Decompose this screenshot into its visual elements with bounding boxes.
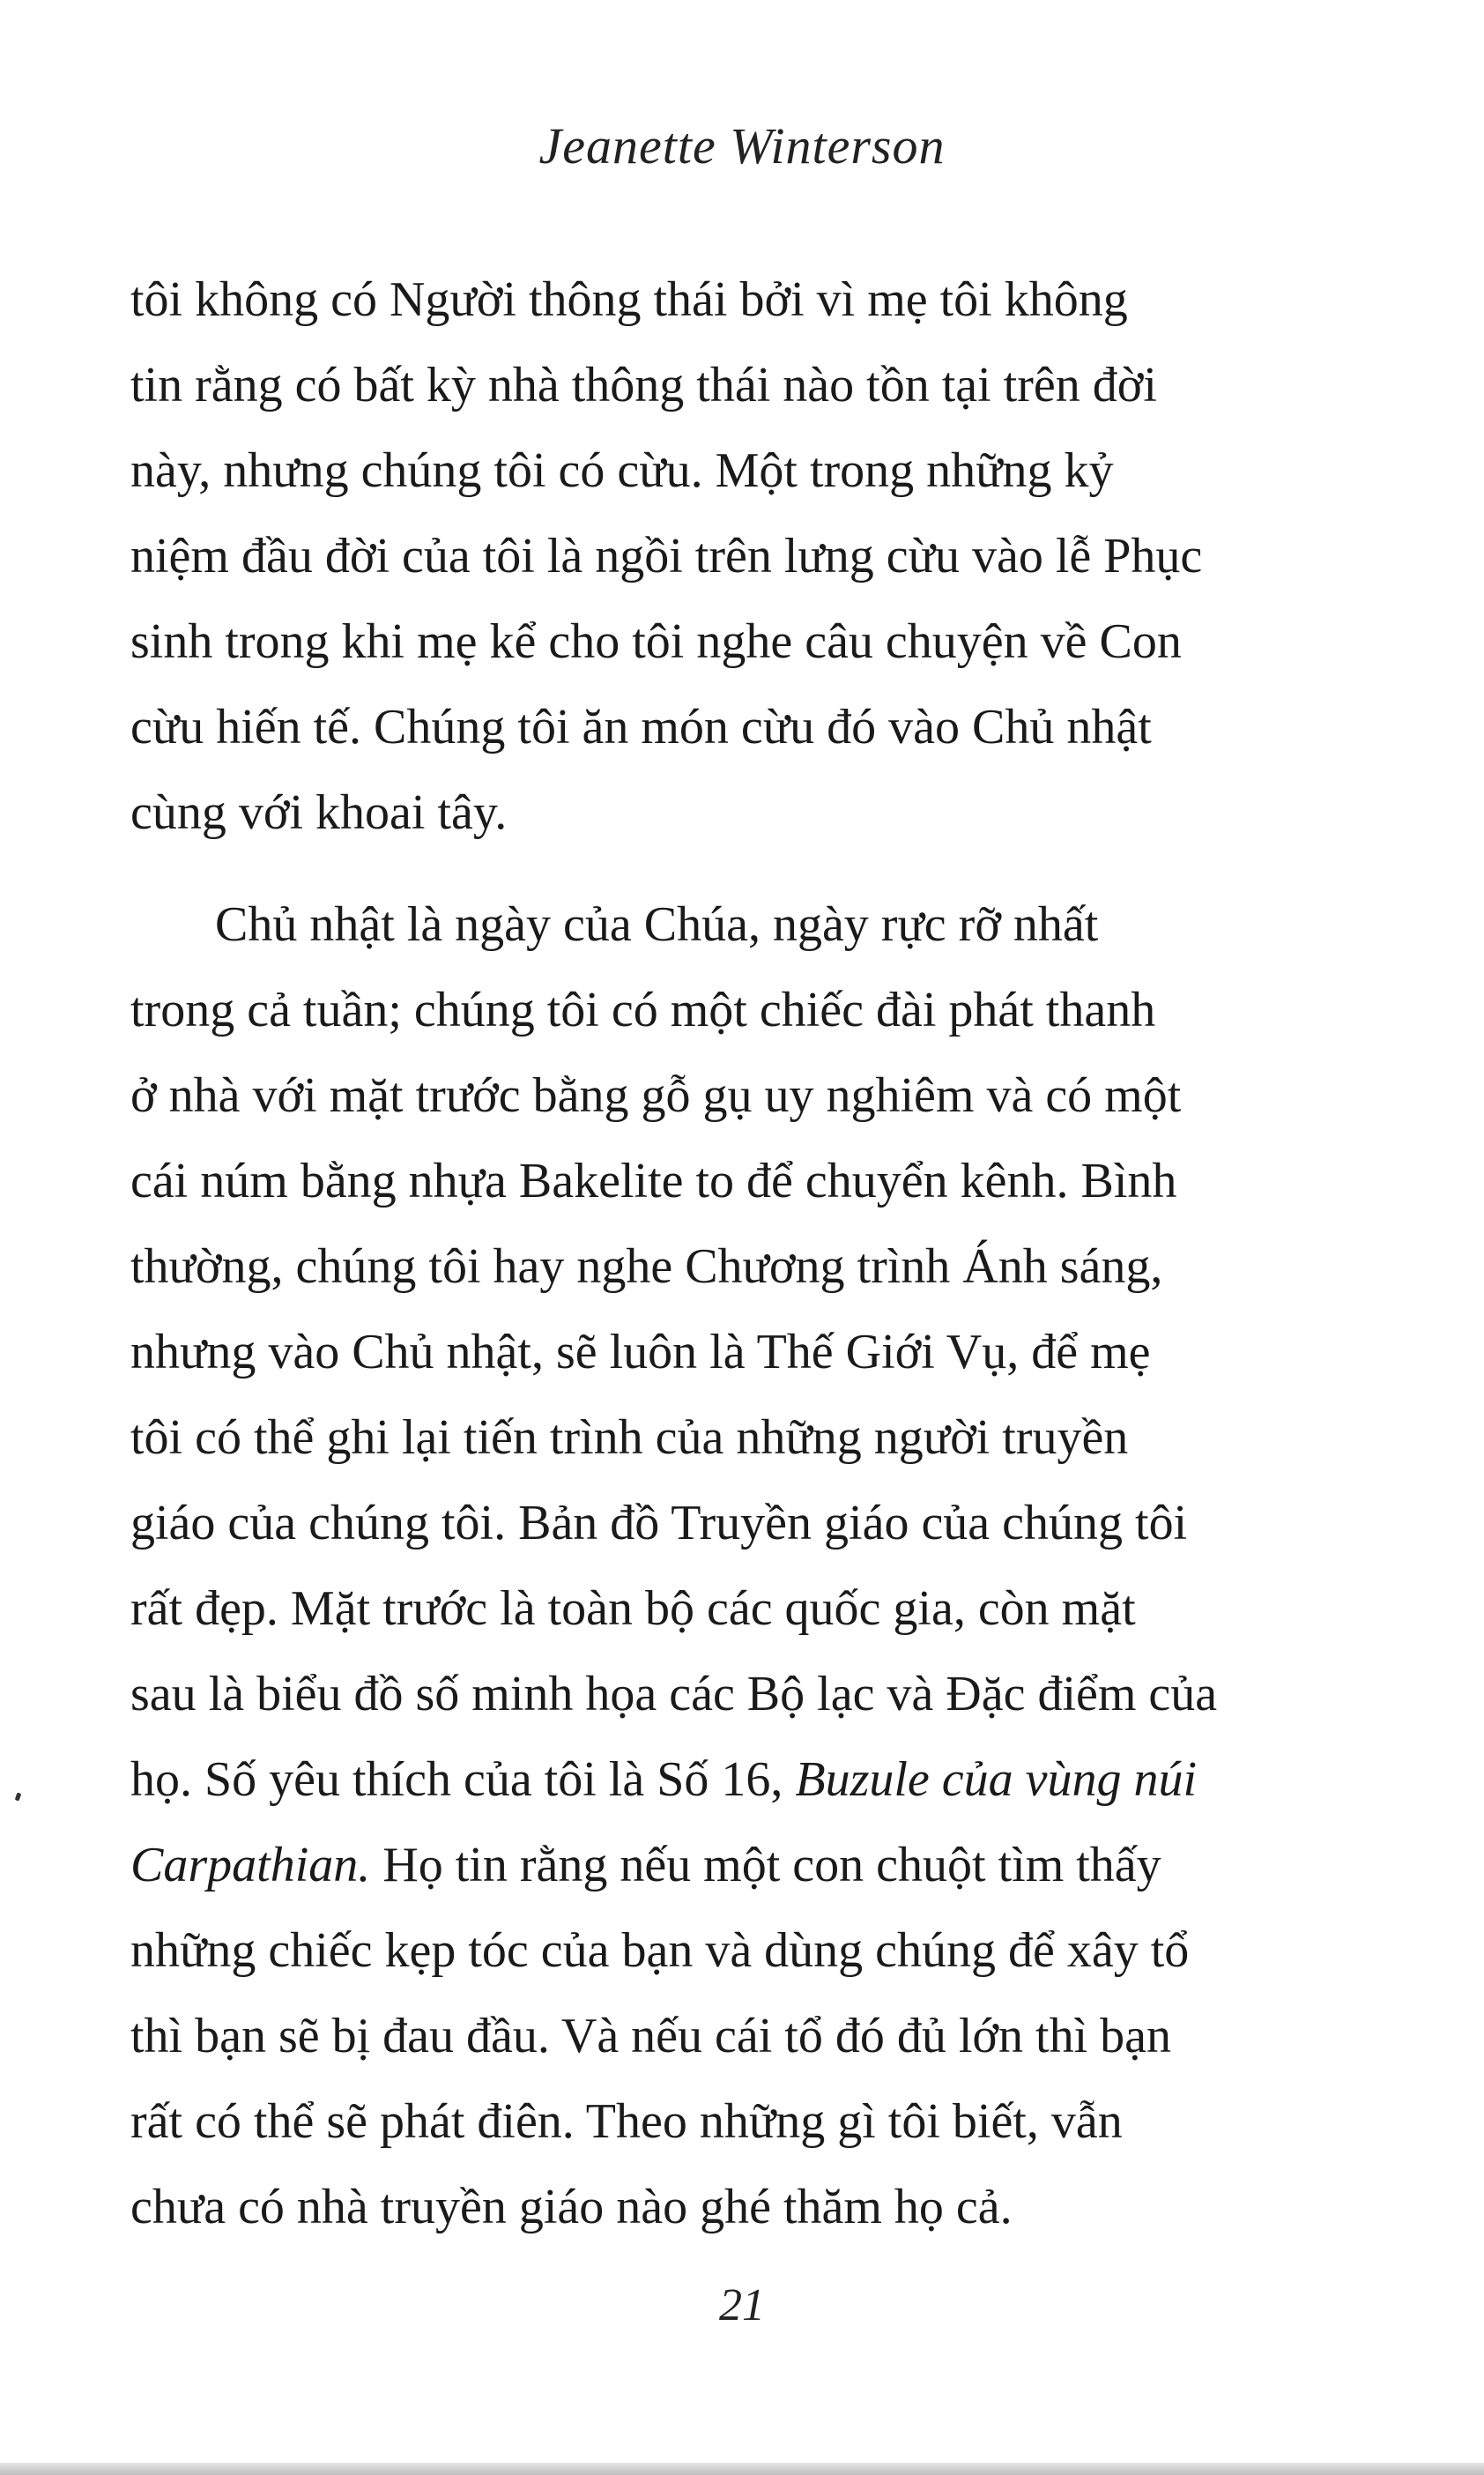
text-fragment: Họ tin rằng nếu một con chuột tìm thấy [370,1838,1161,1892]
text-line-first-indented: Chủ nhật là ngày của Chúa, ngày rực rỡ nhất [215,897,1099,952]
text-line: nhưng vào Chủ nhật, sẽ luôn là Thế Giới Vụ, để mẹ [130,1325,1151,1379]
text-line: thì bạn sẽ bị đau đầu. Và nếu cái tổ đó đủ lớn thì bạn [130,2009,1172,2063]
text-line: tin rằng có bất kỳ nhà thông thái nào tồn tại trên đời [130,358,1157,412]
text-line: trong cả tuần; chúng tôi có một chiếc đài phát thanh [130,983,1156,1037]
text-line: rất có thể sẽ phát điên. Theo những gì tôi biết, vẫn [130,2094,1123,2149]
text-line: giáo của chúng tôi. Bản đồ Truyền giáo của chúng tôi [130,1496,1188,1550]
text-line-mixed [130,1823,1302,1908]
text-line: sinh trong khi mẹ kể cho tôi nghe câu chuyện về Con [130,614,1182,669]
text-line: cừu hiến tế. Chúng tôi ăn món cừu đó vào Chủ nhật [130,700,1152,754]
text-fragment: họ. Số yêu thích của tôi là Số 16, [130,1752,796,1807]
paragraph-2 [130,882,1302,2250]
italic-title-fragment: Buzule của vùng núi [795,1752,1198,1807]
text-line: chưa có nhà truyền giáo nào ghé thăm họ cả. [130,2180,1013,2234]
text-line: rất đẹp. Mặt trước là toàn bộ các quốc gia, còn mặt [130,1581,1136,1636]
text-line: niệm đầu đời của tôi là ngồi trên lưng cừu vào lễ Phục [130,529,1203,583]
paragraph-1 [130,257,1302,856]
text-line: tôi có thể ghi lại tiến trình của những người truyền [130,1410,1129,1465]
text-line: sau là biểu đồ số minh họa các Bộ lạc và Đặc điểm của [130,1667,1218,1721]
text-line-mixed [130,1737,1302,1823]
running-header-author: Jeanette Winterson [538,117,946,175]
body-text [130,257,1302,2250]
scan-speck [15,1792,22,1801]
text-line: thường, chúng tôi hay nghe Chương trình Ánh sáng, [130,1239,1163,1294]
text-line: cùng với khoai tây. [130,785,508,840]
text-line: những chiếc kẹp tóc của bạn và dùng chúng để xây tổ [130,1923,1190,1978]
paragraph-spacer [130,856,1302,882]
page-bottom-edge [0,2463,1484,2475]
italic-title-fragment: Carpathian. [130,1838,371,1892]
text-line: này, nhưng chúng tôi có cừu. Một trong những kỷ [130,443,1114,498]
text-line: ở nhà với mặt trước bằng gỗ gụ uy nghiêm và có một [130,1068,1182,1123]
page-number: 21 [719,2280,765,2330]
text-line: cái núm bằng nhựa Bakelite to để chuyển kênh. Bình [130,1154,1177,1208]
text-line: tôi không có Người thông thái bởi vì mẹ tôi không [130,272,1128,327]
